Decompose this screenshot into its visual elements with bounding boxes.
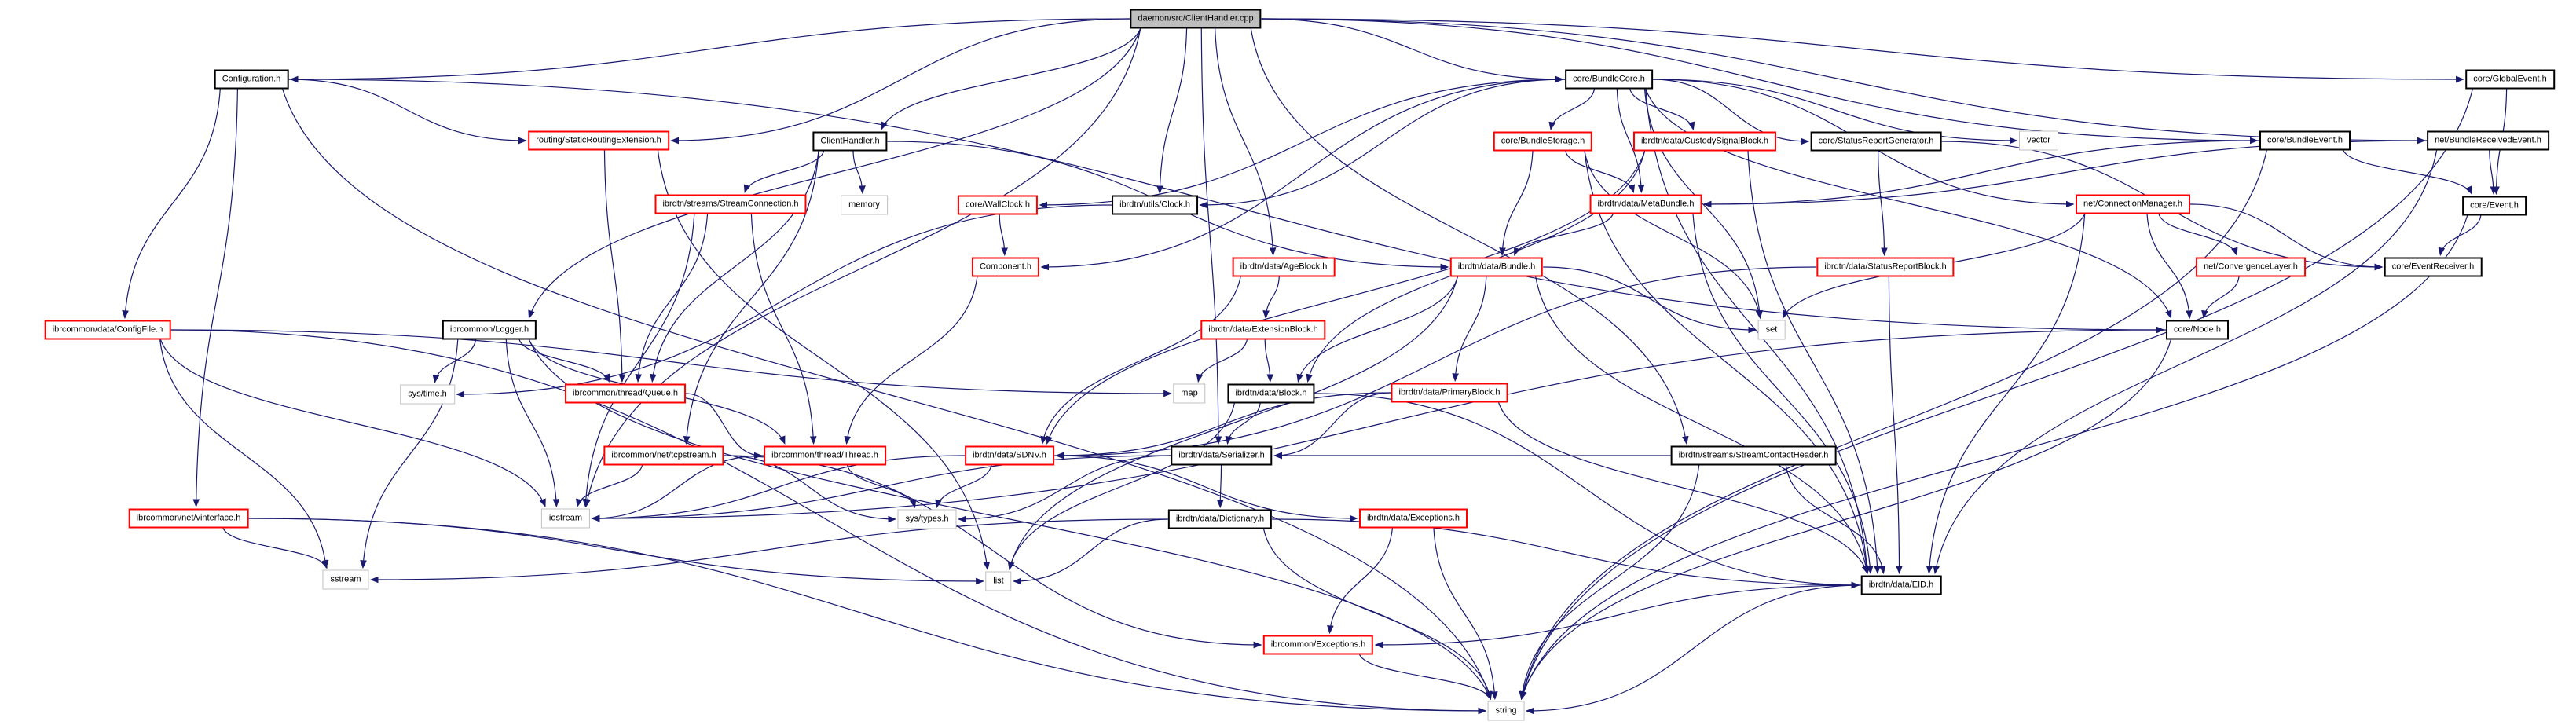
node-connectionmanager[interactable]: net/ConnectionManager.h bbox=[2076, 195, 2190, 214]
edge-bundlecore-to-eid bbox=[1646, 90, 1867, 573]
node-serializer[interactable]: ibrdtn/data/Serializer.h bbox=[1171, 446, 1272, 466]
edge-clienthandler_cpp-to-static_routing bbox=[672, 19, 1130, 141]
node-configfile[interactable]: ibrcommon/data/ConfigFile.h bbox=[45, 320, 171, 340]
edge-event-to-string bbox=[1522, 216, 2468, 699]
node-globalevent[interactable]: core/GlobalEvent.h bbox=[2465, 70, 2555, 90]
edge-bundlecore-to-custodysignalblock bbox=[1630, 90, 1694, 130]
node-sstream[interactable]: sstream bbox=[322, 570, 368, 590]
edge-dictionary-to-eid bbox=[1272, 519, 1859, 585]
node-event[interactable]: core/Event.h bbox=[2462, 196, 2527, 216]
node-vector[interactable]: vector bbox=[2019, 131, 2058, 151]
node-sys_types[interactable]: sys/types.h bbox=[897, 510, 956, 529]
edge-eid-to-string bbox=[1526, 585, 1860, 711]
edge-bundlestorage-to-bundle bbox=[1502, 152, 1533, 255]
node-convergencelayer[interactable]: net/ConvergenceLayer.h bbox=[2196, 258, 2306, 277]
edge-bundle-to-primaryblock bbox=[1455, 277, 1486, 381]
edge-vinterface-to-sstream bbox=[223, 529, 327, 568]
node-custodysignalblock[interactable]: ibrdtn/data/CustodySignalBlock.h bbox=[1633, 132, 1776, 152]
edge-logger-to-iostream bbox=[506, 340, 556, 507]
node-map[interactable]: map bbox=[1173, 384, 1205, 404]
node-list[interactable]: list bbox=[985, 572, 1011, 591]
edge-convergencelayer-to-node bbox=[2204, 277, 2239, 318]
edge-logger-to-sstream bbox=[363, 340, 458, 568]
node-logger[interactable]: ibrcommon/Logger.h bbox=[442, 320, 537, 340]
node-ibrcommon_exceptions[interactable]: ibrcommon/Exceptions.h bbox=[1263, 635, 1373, 655]
edge-wallclock-to-component bbox=[999, 215, 1005, 255]
node-bundleevent[interactable]: core/BundleEvent.h bbox=[2259, 131, 2351, 151]
edge-configfile-to-sstream bbox=[160, 340, 327, 568]
node-data_exceptions[interactable]: ibrdtn/data/Exceptions.h bbox=[1359, 509, 1468, 529]
edge-configfile-to-iostream bbox=[160, 340, 544, 507]
node-streamcontactheader[interactable]: ibrdtn/streams/StreamContactHeader.h bbox=[1671, 446, 1837, 466]
edge-bundle-to-eid bbox=[1536, 277, 1867, 573]
node-eid[interactable]: ibrdtn/data/EID.h bbox=[1861, 576, 1942, 595]
edge-dictionary-to-string bbox=[1264, 529, 1491, 699]
edge-component-to-thread bbox=[847, 277, 977, 444]
node-queue[interactable]: ibrcommon/thread/Queue.h bbox=[565, 384, 686, 404]
edge-bundlecore-to-component bbox=[1042, 79, 1565, 267]
node-vinterface[interactable]: ibrcommon/net/vinterface.h bbox=[129, 509, 249, 529]
edge-bundle-to-set bbox=[1543, 267, 1755, 330]
edge-block-to-eid bbox=[1315, 394, 1859, 585]
edge-clienthandler_cpp-to-bundlereceivedevent bbox=[1262, 19, 2424, 141]
node-extensionblock[interactable]: ibrdtn/data/ExtensionBlock.h bbox=[1200, 320, 1325, 340]
node-clock[interactable]: ibrdtn/utils/Clock.h bbox=[1112, 196, 1198, 215]
node-bundle[interactable]: ibrdtn/data/Bundle.h bbox=[1450, 258, 1543, 277]
node-eventreceiver[interactable]: core/EventReceiver.h bbox=[2384, 258, 2483, 277]
edge-bundlestorage-to-set bbox=[1585, 152, 1760, 318]
edge-bundlecore-to-bundlestorage bbox=[1551, 90, 1594, 130]
edge-bundleevent-to-event bbox=[2343, 151, 2472, 194]
node-streamconnection[interactable]: ibrdtn/streams/StreamConnection.h bbox=[654, 195, 806, 214]
edge-configuration-to-node bbox=[288, 79, 2164, 330]
edge-clienthandler_cpp-to-serializer bbox=[1201, 29, 1218, 444]
node-iostream[interactable]: iostream bbox=[541, 509, 590, 529]
node-sdnv[interactable]: ibrdtn/data/SDNV.h bbox=[965, 446, 1054, 466]
edge-bundlecore-to-wallclock bbox=[1040, 79, 1565, 205]
node-bundlestorage[interactable]: core/BundleStorage.h bbox=[1493, 132, 1592, 152]
node-set[interactable]: set bbox=[1758, 320, 1786, 340]
node-node[interactable]: core/Node.h bbox=[2166, 320, 2229, 340]
edge-data_exceptions-to-string bbox=[1434, 529, 1495, 699]
edge-node-to-iostream bbox=[592, 330, 2166, 518]
edge-ageblock-to-extensionblock bbox=[1266, 277, 1279, 318]
node-primaryblock[interactable]: ibrdtn/data/PrimaryBlock.h bbox=[1391, 383, 1508, 403]
edge-connectionmanager-to-convergencelayer bbox=[2159, 214, 2237, 255]
edge-clienthandler_cpp-to-bundlecore bbox=[1262, 19, 1563, 79]
edge-static_routing-to-queue bbox=[604, 151, 621, 382]
node-dictionary[interactable]: ibrdtn/data/Dictionary.h bbox=[1168, 510, 1272, 529]
edge-clienthandler_cpp-to-configuration bbox=[291, 19, 1130, 79]
edge-clienthandler_cpp-to-globalevent bbox=[1262, 19, 2464, 79]
edge-ibrcommon_exceptions-to-string bbox=[1360, 655, 1491, 699]
edge-statusreportgen-to-statusreportblock bbox=[1878, 152, 1885, 255]
edge-globalevent-to-string bbox=[1522, 90, 2473, 699]
edge-event-to-eventreceiver bbox=[2440, 216, 2480, 255]
edge-clienthandler_cpp-to-bundleevent bbox=[1262, 19, 2257, 141]
node-ageblock[interactable]: ibrdtn/data/AgeBlock.h bbox=[1233, 258, 1336, 277]
node-tcpstream[interactable]: ibrcommon/net/tcpstream.h bbox=[603, 446, 724, 466]
edge-vinterface-to-string bbox=[248, 518, 1485, 711]
edge-metabundle-to-bundle bbox=[1515, 214, 1613, 255]
node-statusreportblock[interactable]: ibrdtn/data/StatusReportBlock.h bbox=[1816, 258, 1954, 277]
node-component[interactable]: Component.h bbox=[972, 258, 1039, 277]
node-thread[interactable]: ibrcommon/thread/Thread.h bbox=[764, 446, 886, 466]
edge-block-to-list bbox=[1010, 404, 1234, 569]
edge-configuration-to-vinterface bbox=[196, 90, 238, 507]
node-block[interactable]: ibrdtn/data/Block.h bbox=[1227, 384, 1314, 404]
edge-clienthandler_cpp-to-logger bbox=[529, 29, 1141, 318]
edge-bundlestorage-to-eid bbox=[1585, 152, 1867, 573]
edge-clienthandler_cpp-to-clock bbox=[1160, 29, 1186, 193]
node-configuration[interactable]: Configuration.h bbox=[214, 70, 289, 90]
edge-clienthandler_cpp-to-ageblock bbox=[1215, 29, 1273, 255]
edge-bundlereceivedevent-to-event bbox=[2490, 151, 2494, 194]
node-clienthandler_h[interactable]: ClientHandler.h bbox=[812, 132, 887, 152]
edge-statusreportblock-to-sdnv bbox=[1057, 267, 1816, 456]
edge-clienthandler_h-to-queue bbox=[652, 152, 819, 382]
edge-configuration-to-static_routing bbox=[288, 79, 526, 141]
node-statusreportgen[interactable]: core/StatusReportGenerator.h bbox=[1811, 132, 1942, 152]
node-memory[interactable]: memory bbox=[841, 196, 888, 215]
edge-eid-to-ibrcommon_exceptions bbox=[1376, 585, 1860, 645]
node-sys_time[interactable]: sys/time.h bbox=[400, 385, 455, 405]
edge-extensionblock-to-block bbox=[1265, 340, 1270, 382]
edge-ageblock-to-sdnv bbox=[1042, 277, 1240, 444]
edge-serializer-to-dictionary bbox=[1220, 466, 1221, 507]
edge-configuration-to-configfile bbox=[125, 90, 220, 318]
node-bundlecore[interactable]: core/BundleCore.h bbox=[1565, 70, 1653, 90]
edge-streamconnection-to-thread bbox=[751, 214, 813, 444]
node-clienthandler_cpp[interactable]: daemon/src/ClientHandler.cpp bbox=[1130, 9, 1261, 29]
edge-group bbox=[125, 19, 2507, 711]
edge-data_exceptions-to-ibrcommon_exceptions bbox=[1330, 529, 1393, 633]
edge-clienthandler_h-to-memory bbox=[853, 152, 863, 193]
edge-node-to-string bbox=[1522, 340, 2171, 699]
node-wallclock[interactable]: core/WallClock.h bbox=[958, 196, 1038, 215]
edge-thread-to-sys_types bbox=[848, 466, 915, 507]
node-string[interactable]: string bbox=[1488, 701, 1525, 721]
node-bundlereceivedevent[interactable]: net/BundleReceivedEvent.h bbox=[2427, 131, 2549, 151]
edge-dictionary-to-sstream bbox=[372, 519, 1168, 580]
edge-extensionblock-to-map bbox=[1198, 340, 1247, 382]
node-metabundle[interactable]: ibrdtn/data/MetaBundle.h bbox=[1590, 195, 1702, 214]
node-static_routing[interactable]: routing/StaticRoutingExtension.h bbox=[528, 131, 669, 151]
edge-clienthandler_cpp-to-streamcontactheader bbox=[1251, 29, 1687, 444]
